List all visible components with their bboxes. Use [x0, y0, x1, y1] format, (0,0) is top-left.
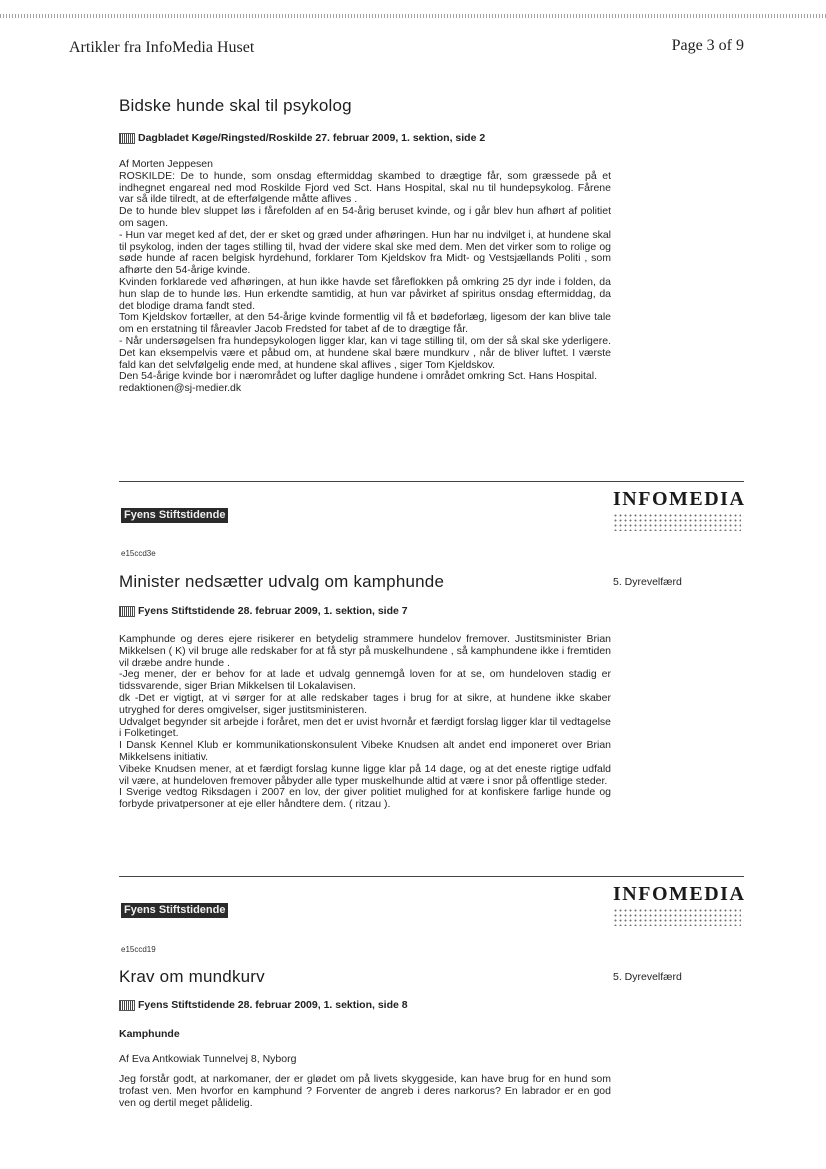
paragraph: Den 54-årige kvinde bor i nærområdet og lufter daglige hundene i området omkring Sct. Hans Hospital.	[119, 370, 598, 383]
infomedia-logo	[613, 884, 745, 926]
paragraph: De to hunde blev sluppet løs i fårefolden af en 54-årig beruset kvinde, og i går blev hun afhørt af politiet om sagen.	[119, 205, 611, 229]
article-source-text: Fyens Stiftstidende 28. februar 2009, 1. sektion, side 7	[138, 605, 408, 617]
paragraph: Tom Kjeldskov fortæller, at den 54-årige kvinde formentlig vil få et bødeforlæg, ligesom der kan blive tale om en erstatning til fåreavler Jacob Fredsted for tabet af de to drægtige får.	[119, 311, 611, 336]
page-header-title: Artikler fra InfoMedia Huset	[69, 39, 255, 56]
scan-top-band	[0, 14, 826, 18]
infomedia-logo-dots	[613, 908, 741, 926]
infomedia-logo-text: INFOMEDIA	[613, 488, 746, 510]
publication-badge: Fyens Stiftstidende	[121, 508, 228, 523]
document-id: e15ccd19	[121, 945, 156, 954]
article-source-text: Fyens Stiftstidende 28. februar 2009, 1. sektion, side 8	[138, 999, 408, 1011]
article-title: Bidske hunde skal til psykolog	[119, 96, 352, 115]
source-icon	[119, 606, 135, 617]
paragraph: dk -Det er vigtigt, at vi sørger for at alle redskaber tages i brug for at sikre, at hundene ikke skaber utryghed for deres omgivelser, siger justitsministeren.	[119, 691, 611, 716]
paragraph: I Dansk Kennel Klub er kommunikationskonsulent Vibeke Knudsen alt andet end imponeret over Brian Mikkelsens initiativ.	[119, 739, 611, 763]
article-source	[119, 132, 611, 144]
article-title: Krav om mundkurv	[119, 967, 265, 986]
paragraph: ROSKILDE: De to hunde, som onsdag eftermiddag skambed to drægtige får, som græssede på et indhegnet engareal ned mod Roskilde Fjord ved Sct. Hans Hospital, skal nu til hundepsykolog. Fårene var så ilde tilredt, at de efterfølgende måtte aflives .	[119, 169, 611, 206]
article-2	[119, 572, 611, 811]
article-source	[119, 605, 611, 617]
source-icon	[119, 1000, 135, 1011]
paragraph: -Jeg mener, der er behov for at lade et udvalg gennemgå loven for at se, om hundeloven stadig er tidssvarende, siger Brian Mikkelsen til Lokalavisen.	[119, 668, 611, 693]
paragraph: I Sverige vedtog Riksdagen i 2007 en lov, der giver politiet mulighed for at konfiskere farlige hunde og forbyde privatpersoner at eje eller håndtere dem. ( ritzau ).	[119, 786, 611, 811]
article-title: Minister nedsætter udvalg om kamphunde	[119, 572, 445, 591]
article-source	[119, 999, 611, 1011]
article-subheading: Kamphunde	[119, 1028, 180, 1040]
page-number: Page 3 of 9	[671, 37, 744, 54]
infomedia-logo-text: INFOMEDIA	[613, 883, 746, 905]
article-body	[119, 634, 611, 811]
article-category: 5. Dyrevelfærd	[613, 576, 682, 588]
paragraph: Udvalget begynder sit arbejde i foråret, men det er uvist hvornår et færdigt forslag ligger klar til vedtagelse i Folketinget.	[119, 715, 611, 740]
document-id: e15ccd3e	[121, 549, 156, 558]
article-category: 5. Dyrevelfærd	[613, 971, 682, 983]
byline: Af Eva Antkowiak Tunnelvej 8, Nyborg	[119, 1053, 297, 1065]
paragraph: Kamphunde og deres ejere risikerer en betydelig strammere hundelov fremover. Justitsminister Brian Mikkelsen ( K) vil bruge alle redskaber for at få styr på muskelhundene , så kamphundene ikke i fremtiden vil dræbe andre hunde .	[119, 633, 611, 669]
article-body	[119, 159, 611, 395]
article-source-text: Dagbladet Køge/Ringsted/Roskilde 27. februar 2009, 1. sektion, side 2	[138, 132, 486, 144]
article-3	[119, 967, 611, 1109]
article-divider	[119, 481, 744, 482]
publication-badge: Fyens Stiftstidende	[121, 903, 228, 918]
byline: Af Morten Jeppesen	[119, 158, 213, 170]
article-1	[119, 96, 611, 395]
infomedia-logo-dots	[613, 513, 741, 531]
article-divider	[119, 876, 744, 877]
paragraph: Vibeke Knudsen mener, at et færdigt forslag kunne ligge klar på 14 dage, og at det eneste rigtige udfald vil være, at hundeloven fremover påbyder alle typer muskelhunde altid at være i snor på offentlige steder.	[119, 762, 611, 787]
paragraph: - Hun var meget ked af det, der er sket og græd under afhøringen. Hun har nu indvilget i, at hundene skal til psykolog, inden der tages stilling til, hvad der videre skal ske med dem. Men det virker som to rolige og søde hunde af racen belgisk hyrdehund, forklarer Tom Kjeldskov fra Midt- og Vestsjællands Politi , som afhørte den 54-årige kvinde.	[119, 228, 611, 277]
source-icon	[119, 133, 135, 144]
paragraph: Kvinden forklarede ved afhøringen, at hun ikke havde set fåreflokken på omkring 25 dyr inde i folden, da hun slap de to hunde løs. Hun erkendte samtidig, at hun var påvirket af spiritus onsdag eftermiddag, da det blodige drama fandt sted.	[119, 275, 611, 312]
paragraph: Jeg forstår godt, at narkomaner, der er glødet om på livets skyggeside, kan have brug for en hund som trofast ven. Men hvorfor en kamphund ? Forventer de angreb i deres narkorus? En labrador er en god ven og dertil meget pålidelig.	[119, 1073, 611, 1109]
infomedia-logo	[613, 489, 745, 531]
email-link[interactable]: redaktionen@sj-medier.dk	[119, 382, 242, 395]
paragraph: - Når undersøgelsen fra hundepsykologen ligger klar, kan vi tage stilling til, om der så skal ske yderligere. Det kan eksempelvis være et påbud om, at hundene skal bære mundkurv , når de bliver luftet. I værste fald kan det selvfølgelig ende med, at hundene skal aflives , siger Tom Kjeldskov.	[119, 334, 611, 371]
article-body	[119, 1074, 611, 1109]
